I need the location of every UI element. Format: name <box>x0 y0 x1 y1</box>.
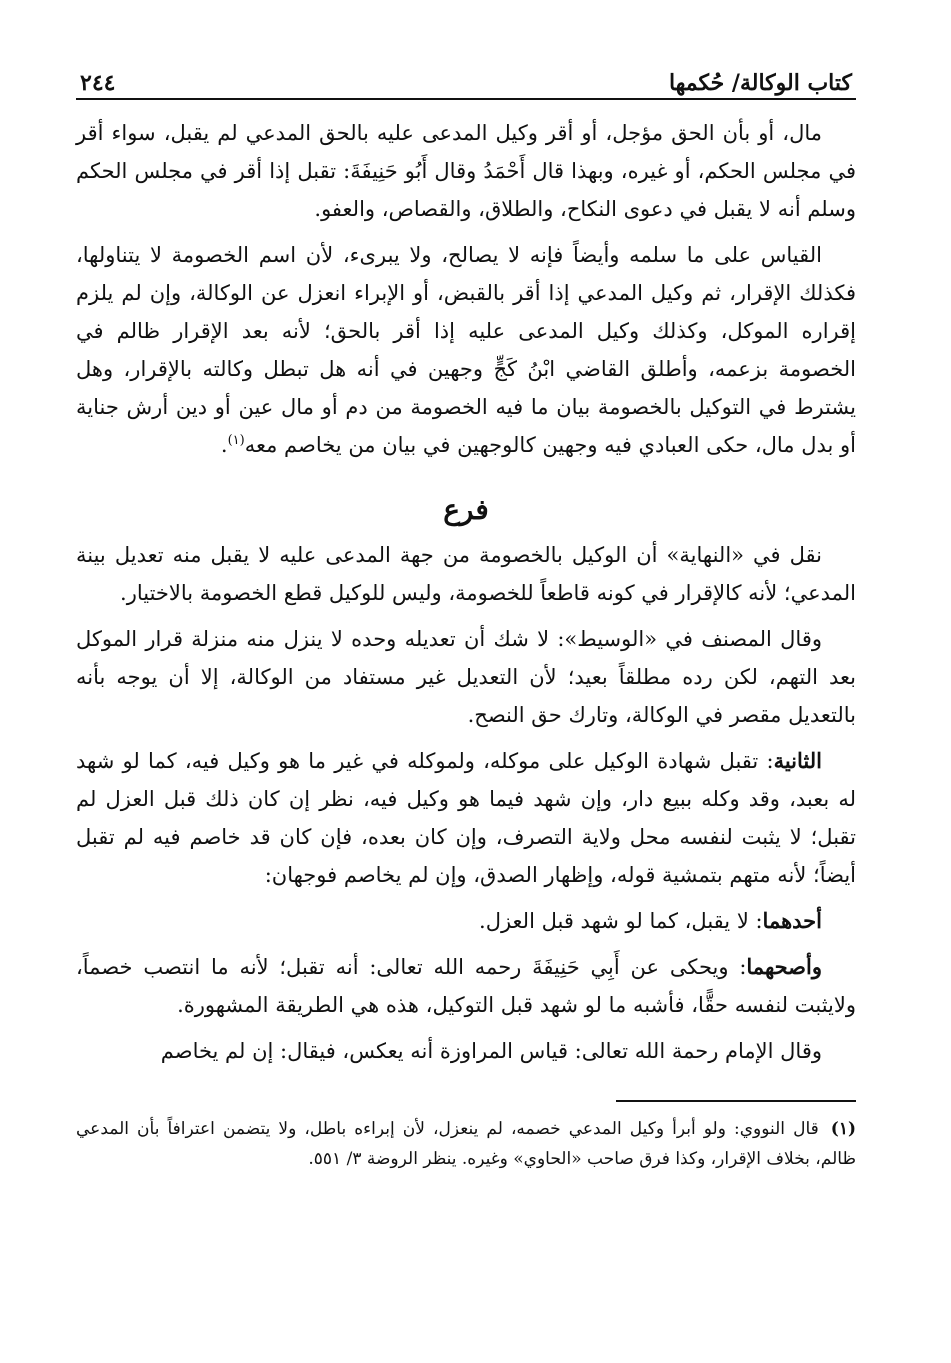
section-heading: فرع <box>443 493 489 526</box>
paragraph-5-term: الثانية <box>773 748 822 773</box>
book-page <box>76 56 856 1174</box>
paragraph-8: وقال الإمام رحمة الله تعالى: قياس المراوزة أنه يعكس، فيقال: إن لم يخاصم <box>160 1039 822 1063</box>
paragraph-5 <box>76 742 856 894</box>
paragraph-7-term: وأصحهما <box>746 954 822 979</box>
footnote <box>76 1114 856 1174</box>
running-header <box>76 56 856 96</box>
paragraph-6-term: أحدهما <box>762 908 822 933</box>
paragraph-7-text: : ويحكى عن أَبِي حَنِيفَةَ رحمه الله تعالى: أنه تقبل؛ لأنه ما انتصب خصماً، ولايثبت لنفسه حقًّا، فأشبه ما لو شهد قبل التوكيل، هذه هي الطريقة المشهورة. <box>76 955 856 1017</box>
paragraph-4: وقال المصنف في «الوسيط»: لا شك أن تعديله وحده لا ينزل منه منزلة قرار الموكل بعد التهم، لكن رده مطلقاً بعيد؛ لأن التعديل غير مستفاد من الوكالة، إلا أن يوجه بأنه بالتعديل مقصر في الوكالة، وتارك حق النصح. <box>76 627 856 727</box>
paragraph-5-text: : تقبل شهادة الوكيل على موكله، ولموكله في غير ما هو وكيل فيه، كما لو شهد له بعبد، وقد وكله ببيع دار، وإن شهد فيما هو وكيل فيه، نظر إن كان ذلك قبل العزل لم تقبل؛ لا يثبت لنفسه محل ولاية التصرف، وإن كان بعده، فإن كان قد خاصم فيه لم تقبل أيضاً؛ لأنه متهم بتمشية قوله، وإظهار الصدق، وإن لم يخاصم فوجهان: <box>76 749 856 887</box>
footnote-rule <box>616 1100 856 1102</box>
header-rule <box>76 98 856 100</box>
paragraph-3: نقل في «النهاية» أن الوكيل بالخصومة من جهة المدعى عليه لا يقبل منه تعديل بينة المدعي؛ لأنه كالإقرار في كونه قاطعاً للخصومة، وليس للوكيل قطع الخصومة بالاختيار. <box>76 543 856 605</box>
footnote-marker: (١) <box>830 1119 856 1139</box>
running-title: كتاب الوكالة/ حُكمها <box>668 70 852 96</box>
paragraph-2 <box>76 236 856 464</box>
paragraph-7 <box>76 948 856 1024</box>
page-number: ٢٤٤ <box>80 70 116 96</box>
paragraph-6-text: : لا يقبل، كما لو شهد قبل العزل. <box>479 909 763 933</box>
footnote-reference[interactable]: (١) <box>227 433 245 448</box>
paragraph-2-text: القياس على ما سلمه وأيضاً فإنه لا يصالح، ولا يبرىء، لأن اسم الخصومة لا يتناولها، فكذلك الإقرار، ثم وكيل المدعي إذا أقر بالقبض، أو الإبراء انعزل عن الوكالة، وإن لم يلزم إقراره الموكل، وكذلك وكيل المدعى عليه إذا أقر بالحق؛ لأنه بعد الإقرار ظالم في الخصومة بزعمه، وأطلق القاضي ابْنُ كَجٍّ وجهين في أنه هل تبطل وكالته بالإقرار، وهل يشترط في التوكيل بالخصومة بيان ما فيه الخصومة من دم أو مال عين أو دين أرش جناية أو بدل مال، حكى العبادي فيه وجهين كالوجهين في بيان من يخاصم معه <box>76 243 856 457</box>
paragraph-2-end: . <box>220 433 228 457</box>
footnote-text: قال النووي: ولو أبرأ وكيل المدعي خصمه، لم ينعزل، لأن إبراءه باطل، ولا يتضمن اعترافاً بأن المدعي ظالم، بخلاف الإقرار، وكذا فرق صاحب «الحاوي» وغيره. ينظر الروضة ٣/ ٥٥١. <box>76 1119 856 1169</box>
paragraph-1: مال، أو بأن الحق مؤجل، أو أقر وكيل المدعى عليه بالحق المدعي لم يقبل، سواء أقر في مجلس الحكم، أو غيره، وبهذا قال أَحْمَدُ وقال أَبُو حَنِيفَةَ: تقبل إذا أقر في مجلس الحكم وسلم أنه لا يقبل في دعوى النكاح، والطلاق، والقصاص، والعفو. <box>76 121 856 221</box>
paragraph-6 <box>76 902 856 940</box>
